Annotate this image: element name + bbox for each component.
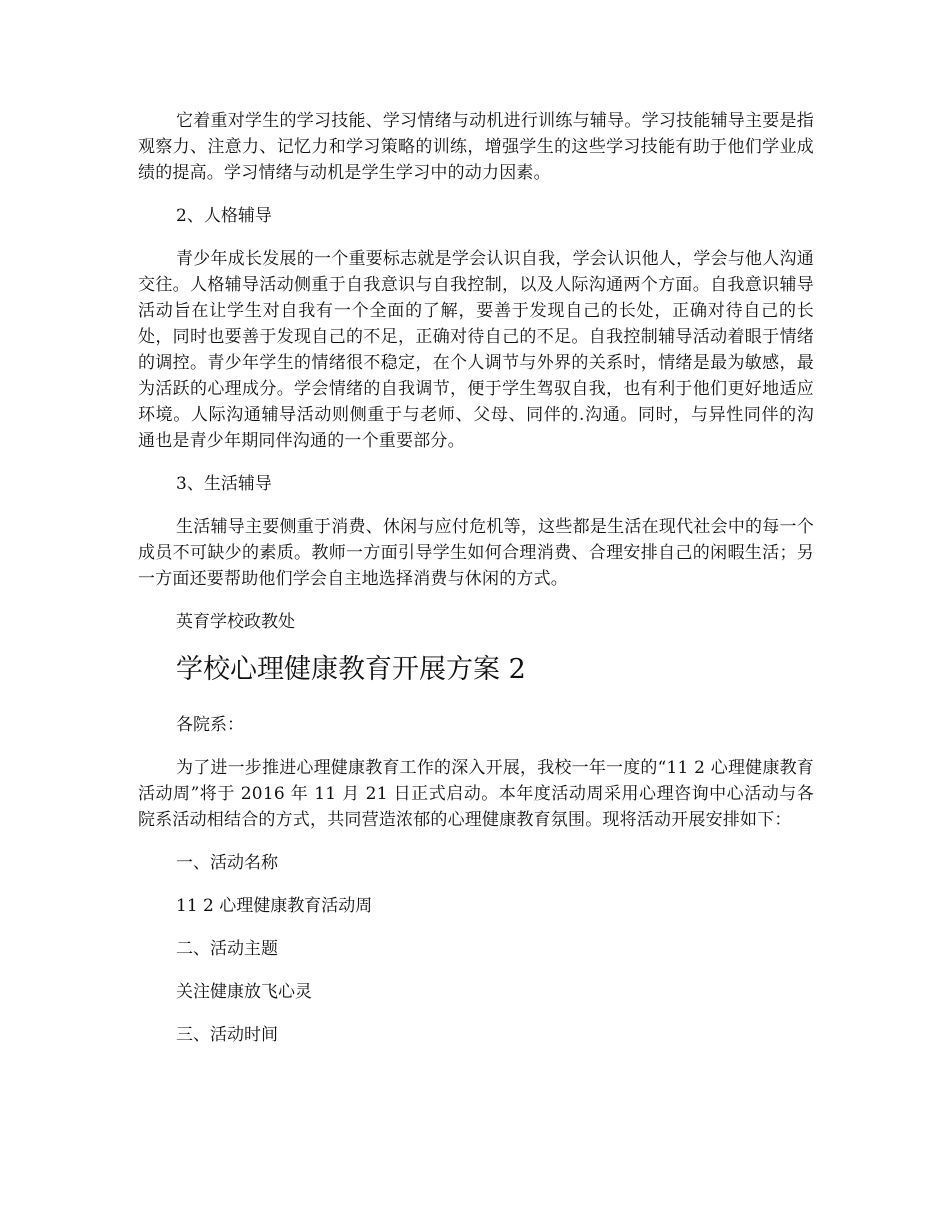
heading-personality-guidance: 2、人格辅导 <box>176 206 272 226</box>
signature-line: 英育学校政教处 <box>176 612 295 632</box>
document-body <box>138 108 814 1065</box>
section-content-activity-name: 11 2 心理健康教育活动周 <box>176 896 373 916</box>
paragraph-life-guidance: 生活辅导主要侧重于消费、休闲与应付危机等，这些都是生活在现代社会中的每一个成员不可缺少的素质。教师一方面引导学生如何合理消费、合理安排自己的闲暇生活；另一方面还要帮助他们学会自主地选择消费与休闲的方式。 <box>138 517 814 589</box>
section-heading-activity-time: 三、活动时间 <box>176 1025 278 1045</box>
paragraph-personality-guidance: 青少年成长发展的一个重要标志就是学会认识自我，学会认识他人，学会与他人沟通交往。人格辅导活动侧重于自我意识与自我控制，以及人际沟通两个方面。自我意识辅导活动旨在让学生对自我有一个全面的了解，要善于发现自己的长处，正确对待自己的长处，同时也要善于发现自己的不足，正确对待自己的不足。自我控制辅导活动着眼于情绪的调控。青少年学生的情绪很不稳定，在个人调节与外界的关系时，情绪是最为敏感，最为活跃的心理成分。学会情绪的自我调节，便于学生驾驭自我，也有利于他们更好地适应环境。人际沟通辅导活动则侧重于与老师、父母、同伴的.沟通。同时，与异性同伴的沟通也是青少年期同伴沟通的一个重要部分。 <box>138 249 814 451</box>
paragraph-intro: 为了进一步推进心理健康教育工作的深入开展，我校一年一度的“11 2 心理健康教育活动周”将于 2016 年 11 月 21 日正式启动。本年度活动周采用心理咨询中心活动与各院系活动相结合的方式，共同营造浓郁的心理健康教育氛围。现将活动开展安排如下： <box>138 758 814 830</box>
section-heading-activity-name: 一、活动名称 <box>176 853 278 873</box>
salutation: 各院系： <box>176 715 244 735</box>
section-content-activity-theme: 关注健康放飞心灵 <box>176 982 312 1002</box>
section-heading-activity-theme: 二、活动主题 <box>176 939 278 959</box>
paragraph-learning-guidance: 它着重对学生的学习技能、学习情绪与动机进行训练与辅导。学习技能辅导主要是指观察力、注意力、记忆力和学习策略的训练，增强学生的这些学习技能有助于他们学业成绩的提高。学习情绪与动机是学生学习中的动力因素。 <box>138 111 814 183</box>
document-title: 学校心理健康教育开展方案 2 <box>176 654 526 685</box>
heading-life-guidance: 3、生活辅导 <box>176 474 272 494</box>
